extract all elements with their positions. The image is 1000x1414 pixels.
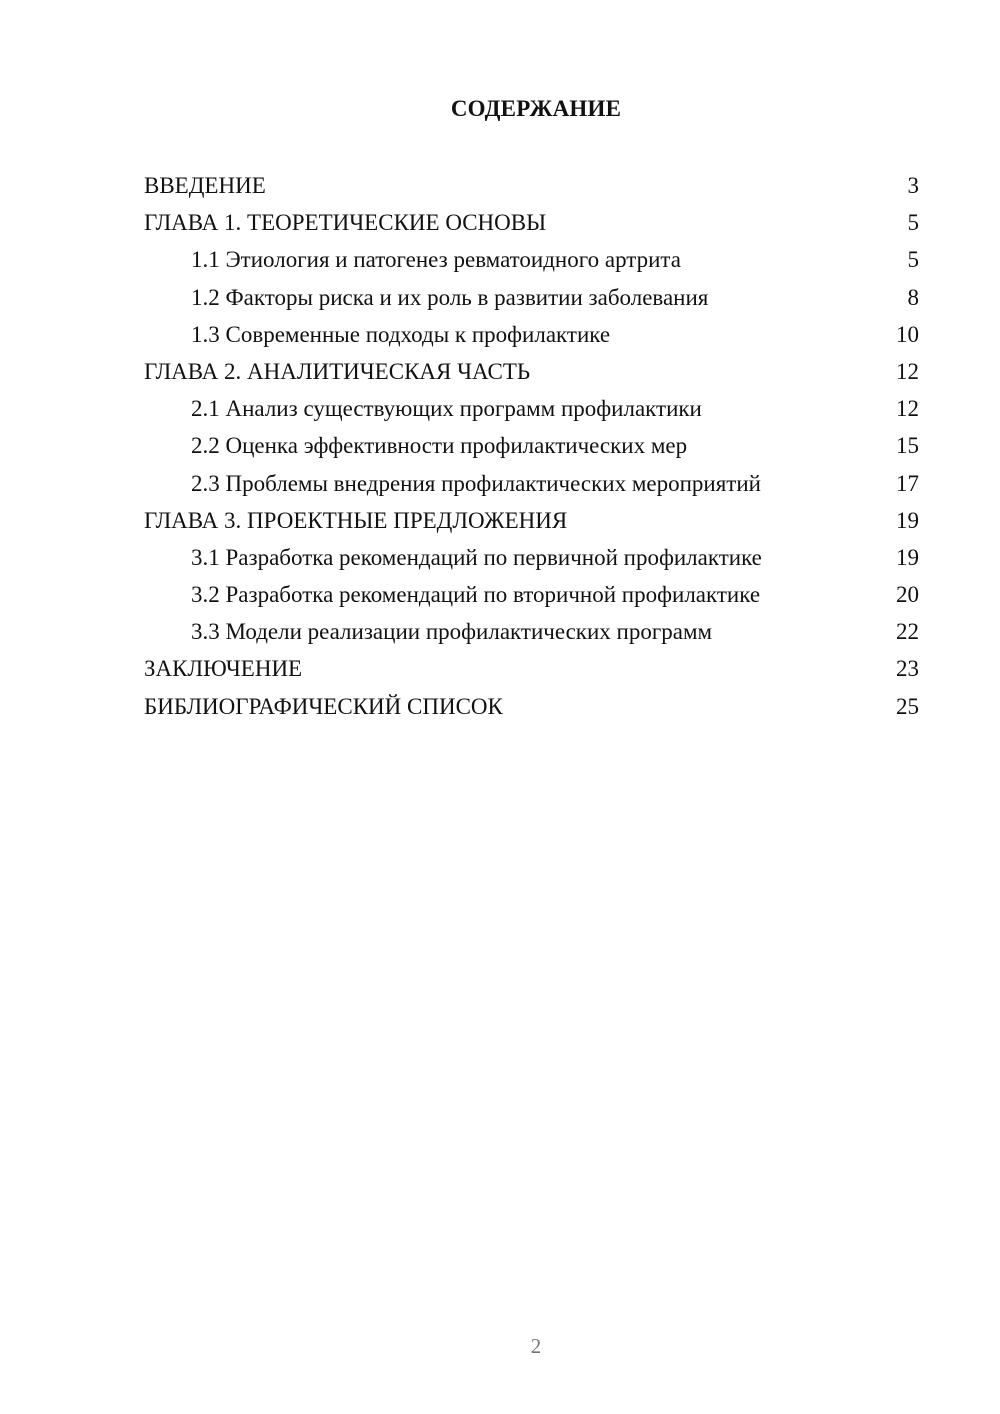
toc-title: СОДЕРЖАНИЕ [450,96,622,121]
page-number: 2 [530,1334,542,1358]
toc-entry[interactable] [144,502,919,539]
toc-entry-label: 1.2 Факторы риска и их роль в развитии заболевания [191,284,709,310]
toc-entry-label: 1.3 Современные подходы к профилактике [191,321,611,347]
toc-entry-label: ГЛАВА 1. ТЕОРЕТИЧЕСКИЕ ОСНОВЫ [144,210,547,236]
toc-entry-label: ГЛАВА 3. ПРОЕКТНЫЕ ПРЕДЛОЖЕНИЯ [144,507,568,533]
toc-subentry[interactable] [144,241,919,278]
toc-entry-label: 3.2 Разработка рекомендаций по вторичной профилактике [191,582,761,608]
toc-entry-page: 19 [896,507,919,533]
toc-entry-page: 22 [896,619,919,645]
toc-subentry[interactable] [144,316,919,353]
toc-entry-label: ЗАКЛЮЧЕНИЕ [144,656,303,682]
toc-entry-page: 8 [907,284,919,310]
table-of-contents [144,167,919,725]
toc-entry-label: 3.3 Модели реализации профилактических программ [191,619,713,645]
toc-subentry[interactable] [144,465,919,502]
toc-entry-page: 23 [896,656,919,682]
toc-subentry[interactable] [144,279,919,316]
toc-entry-label: ВВЕДЕНИЕ [144,173,266,198]
toc-entry-label: 1.1 Этиология и патогенез ревматоидного артрита [191,247,681,273]
toc-subentry[interactable] [144,390,919,427]
toc-entry-page: 25 [896,693,919,719]
toc-entry[interactable] [144,688,919,725]
toc-entry-label: 2.3 Проблемы внедрения профилактических мероприятий [191,470,761,496]
toc-entry[interactable] [144,204,919,241]
toc-entry-page: 12 [896,396,919,422]
toc-entry-label: ГЛАВА 2. АНАЛИТИЧЕСКАЯ ЧАСТЬ [144,358,531,384]
toc-subentry[interactable] [144,539,919,576]
toc-subentry[interactable] [144,613,919,650]
toc-entry-page: 12 [896,358,919,384]
toc-entry-label: БИБЛИОГРАФИЧЕСКИЙ СПИСОК [144,693,503,719]
toc-entry-page: 5 [907,210,919,236]
toc-entry-page: 5 [907,247,919,273]
toc-entry-page: 10 [896,321,919,347]
toc-subentry[interactable] [144,576,919,613]
toc-subentry[interactable] [144,427,919,464]
toc-entry-label: 2.1 Анализ существующих программ профилактики [191,396,702,422]
toc-entry[interactable] [144,650,919,687]
toc-entry-label: 3.1 Разработка рекомендаций по первичной профилактике [191,544,762,570]
toc-entry-page: 17 [896,470,919,496]
toc-entry[interactable] [144,353,919,390]
toc-entry-page: 15 [896,433,919,459]
toc-entry-page: 20 [896,582,919,608]
toc-entry-page: 3 [907,173,919,198]
toc-entry-label: 2.2 Оценка эффективности профилактических мер [191,433,688,459]
toc-entry[interactable] [144,167,919,204]
toc-entry-page: 19 [896,544,919,570]
